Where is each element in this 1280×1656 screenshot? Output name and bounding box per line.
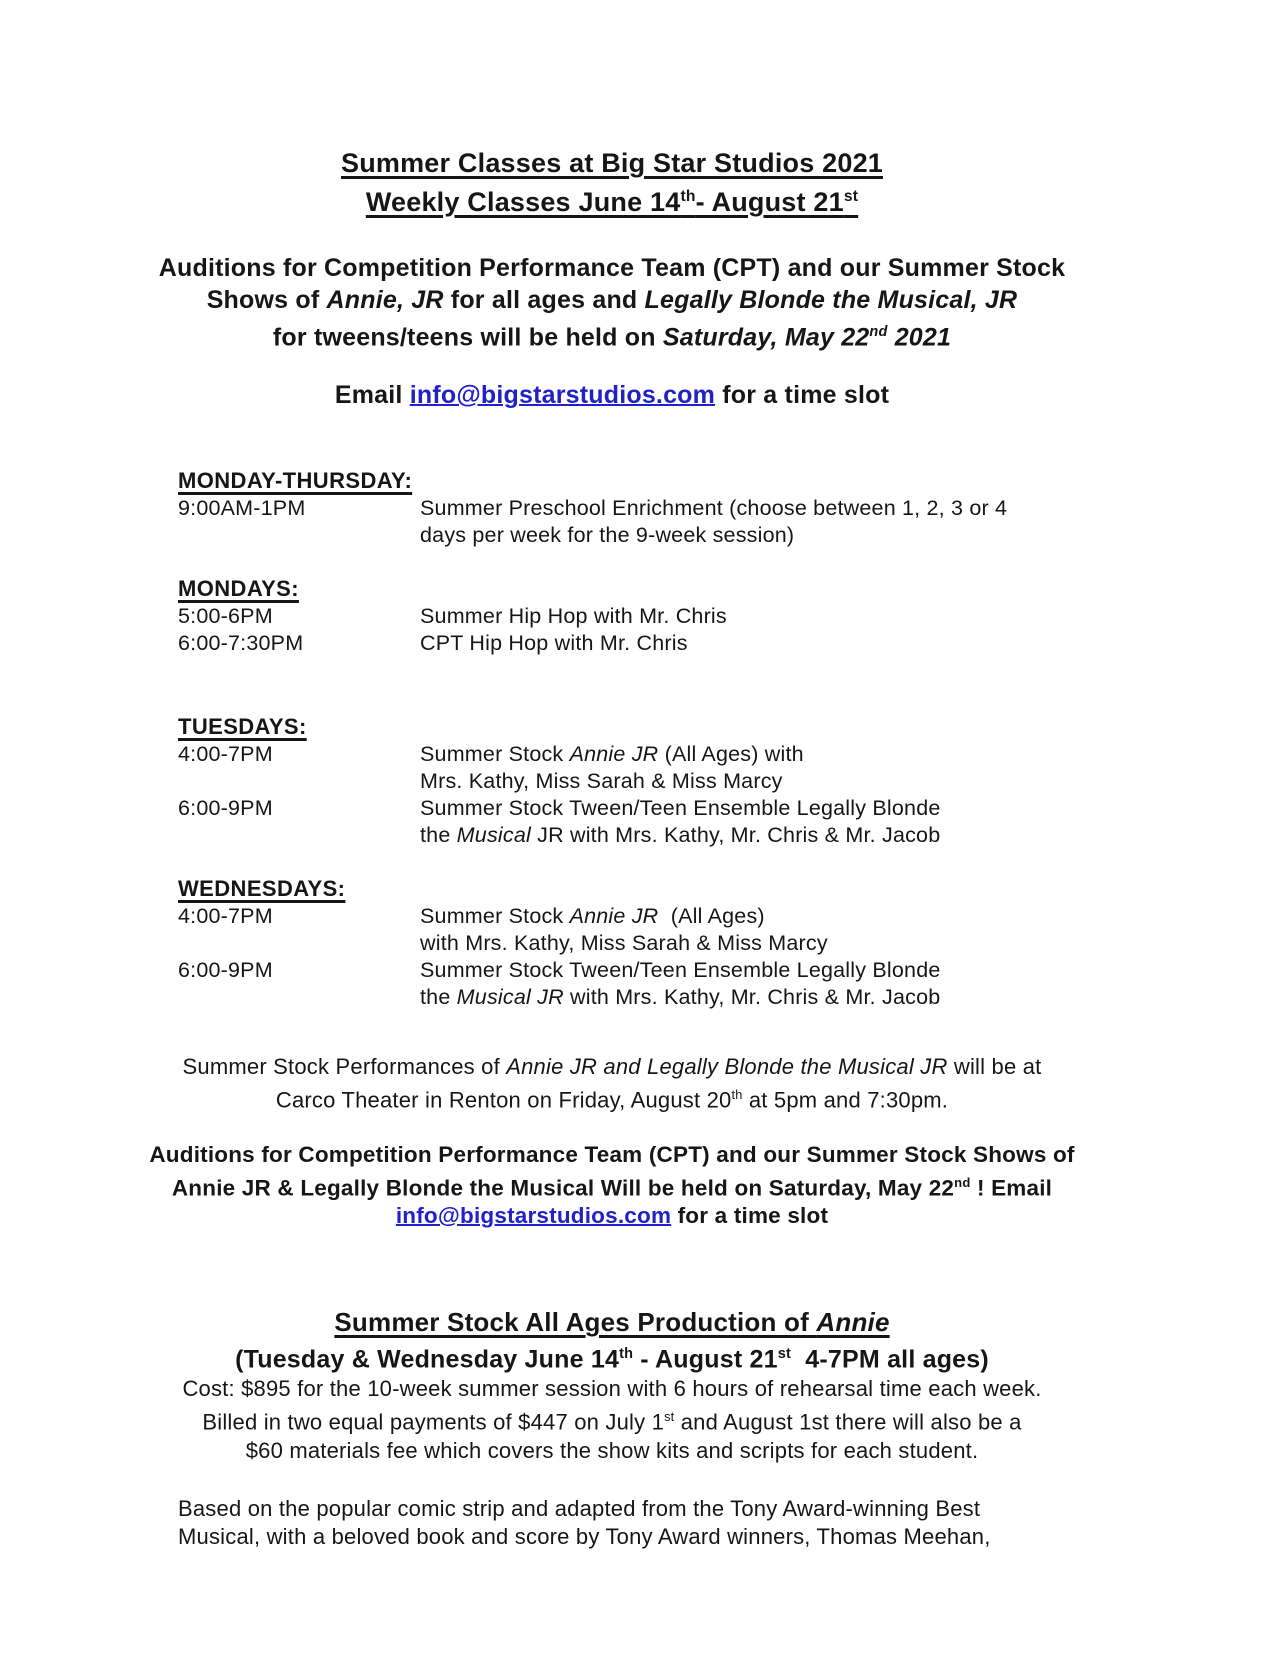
text-segment: Annie JR & Legally Blonde the Musical Will be held on Saturday, May 22 [171, 1175, 955, 1201]
text-segment: Annie JR [569, 904, 659, 929]
text-line [420, 930, 1280, 957]
text-line [142, 252, 1082, 284]
class-description [420, 495, 1280, 549]
text-line [420, 630, 1280, 657]
doc-title [142, 146, 1082, 219]
production-title [142, 1306, 1082, 1339]
text-segment: st [664, 1409, 675, 1425]
text-segment: Annie [816, 1307, 890, 1338]
text-segment: th [731, 1087, 743, 1103]
text-segment: Musical, with a beloved book and score by Tony Award winners, Thomas Meehan, [178, 1523, 991, 1549]
text-line [420, 957, 1280, 984]
text-segment: Auditions for Competition Performance Team (CPT) and our Summer Stock [158, 254, 1066, 282]
text-segment: Carco Theater in Renton on Friday, August 20 [275, 1087, 732, 1113]
text-segment: JR with Mrs. Kathy, Mr. Chris & Mr. Jacob [530, 823, 941, 848]
performances-paragraph [142, 1053, 1082, 1114]
email-line [142, 380, 1082, 411]
text-segment: (Tuesday & Wednesday June 14 [235, 1345, 620, 1374]
schedule-row [178, 903, 1280, 957]
text-segment: st [843, 188, 859, 205]
text-segment: Musical [456, 823, 531, 848]
text-segment: Shows of [206, 286, 327, 314]
text-segment: 4-7PM all ages) [791, 1345, 989, 1374]
class-description [420, 957, 1280, 1011]
text-line [142, 316, 1082, 353]
day-heading: TUESDAYS: [178, 714, 307, 740]
text-line [142, 1375, 1082, 1403]
text-line [420, 522, 1280, 549]
time-cell: 6:00-9PM [178, 958, 273, 983]
text-segment: Weekly Classes June 14 [365, 187, 681, 217]
text-segment: 2021 [887, 323, 952, 352]
text-segment: at 5pm and 7:30pm. [742, 1087, 949, 1113]
text-segment: Summer Classes at Big Star Studios 2021 [340, 148, 883, 178]
class-description [420, 630, 1280, 657]
day-heading: WEDNESDAYS: [178, 876, 346, 902]
text-segment: days per week for the 9-week session) [420, 523, 795, 548]
text-segment: Legally Blonde the Musical, JR [644, 286, 1018, 314]
text-line [142, 284, 1082, 316]
text-segment: and August 1st there will also be a [674, 1409, 1022, 1435]
text-segment: Summer Stock Performances of [182, 1054, 507, 1080]
text-segment: nd [869, 324, 888, 340]
weekly-schedule [178, 467, 1280, 1011]
schedule-row [178, 795, 1280, 849]
text-line [142, 1169, 1082, 1203]
text-segment: for all ages and [443, 286, 645, 314]
text-segment: CPT Hip Hop with Mr. Chris [420, 631, 688, 656]
schedule-row [178, 630, 1280, 657]
email-link[interactable]: info@bigstarstudios.com [409, 381, 716, 410]
cost-paragraph [142, 1375, 1082, 1464]
text-segment: Billed in two equal payments of $447 on July 1 [202, 1409, 665, 1435]
text-segment: ! Email [970, 1175, 1053, 1201]
text-segment: Cost: $895 for the 10-week summer session with 6 hours of rehearsal time each week. [182, 1376, 1042, 1402]
day-section [178, 713, 1280, 849]
text-segment: th [680, 188, 696, 205]
text-line [420, 495, 1280, 522]
text-segment: for a time slot [671, 1203, 829, 1229]
text-segment: with Mrs. Kathy, Miss Sarah & Miss Marcy [420, 931, 828, 956]
day-section [178, 875, 1280, 1011]
text-line [420, 795, 1280, 822]
day-heading: MONDAY-THURSDAY: [178, 468, 413, 494]
text-segment: Summer Stock Tween/Teen Ensemble Legally Blonde [420, 958, 941, 983]
text-line [142, 1081, 1082, 1114]
text-segment: Annie JR and Legally Blonde the Musical JR [506, 1054, 948, 1080]
text-line [420, 903, 1280, 930]
class-description [420, 741, 1280, 795]
text-line [420, 741, 1280, 768]
text-segment: Summer Stock All Ages Production of [334, 1307, 817, 1338]
text-line [142, 1141, 1082, 1169]
text-segment: Email [334, 381, 410, 410]
text-line [178, 1495, 1078, 1523]
text-segment: Saturday, May 22 [662, 323, 870, 352]
text-segment: Annie, JR [326, 286, 444, 314]
text-segment: (All Ages) with [658, 742, 804, 767]
schedule-row [178, 957, 1280, 1011]
text-segment: - August 21 [695, 187, 844, 217]
text-segment: Annie JR [569, 742, 659, 767]
text-line [142, 1437, 1082, 1465]
schedule-row [178, 603, 1280, 630]
auditions-paragraph [142, 1141, 1082, 1231]
description-paragraph [178, 1495, 1078, 1551]
text-segment: the [420, 823, 457, 848]
production-title-line [142, 1306, 1082, 1339]
text-segment: Based on the popular comic strip and adapted from the Tony Award-winning Best [178, 1495, 981, 1521]
text-segment: with Mrs. Kathy, Mr. Chris & Mr. Jacob [563, 985, 941, 1010]
text-segment: - August 21 [633, 1345, 778, 1374]
time-cell: 6:00-7:30PM [178, 631, 304, 656]
text-segment: Auditions for Competition Performance Team (CPT) and our Summer Stock Shows of [149, 1141, 1075, 1167]
text-line [142, 180, 1082, 219]
class-description [420, 795, 1280, 849]
day-heading: MONDAYS: [178, 576, 299, 602]
time-cell: 9:00AM-1PM [178, 496, 306, 521]
text-line [142, 146, 1082, 180]
time-cell: 6:00-9PM [178, 796, 273, 821]
text-segment: Summer Preschool Enrichment (choose between 1, 2, 3 or 4 [420, 496, 1008, 521]
time-cell: 4:00-7PM [178, 742, 273, 767]
text-segment: Musical JR [456, 985, 564, 1010]
day-section [178, 467, 1280, 549]
text-segment: Summer Stock [420, 904, 570, 929]
text-segment: (All Ages) [658, 904, 765, 929]
email-link[interactable]: info@bigstarstudios.com [395, 1203, 672, 1229]
text-segment: Summer Stock Tween/Teen Ensemble Legally Blonde [420, 796, 941, 821]
class-description [420, 903, 1280, 957]
text-segment: the [420, 985, 457, 1010]
time-cell: 4:00-7PM [178, 904, 273, 929]
production-subtitle [142, 1339, 1082, 1375]
intro-paragraph [142, 252, 1082, 353]
class-description [420, 603, 1280, 630]
day-section [178, 575, 1280, 657]
schedule-row [178, 495, 1280, 549]
text-line [420, 768, 1280, 795]
text-line [420, 822, 1280, 849]
text-segment: st [777, 1346, 791, 1363]
text-segment: Summer Hip Hop with Mr. Chris [420, 604, 727, 629]
text-segment: $60 materials fee which covers the show kits and scripts for each student. [245, 1437, 979, 1463]
schedule-row [178, 741, 1280, 795]
text-line [142, 1202, 1082, 1230]
text-segment: will be at [947, 1054, 1042, 1080]
text-segment: for tweens/teens will be held on [272, 323, 663, 352]
text-line [420, 603, 1280, 630]
text-segment: th [619, 1346, 634, 1363]
text-line [142, 1403, 1082, 1436]
text-segment: Summer Stock [420, 742, 570, 767]
time-cell: 5:00-6PM [178, 604, 273, 629]
text-segment: nd [954, 1174, 971, 1190]
text-line [420, 984, 1280, 1011]
text-line [142, 1053, 1082, 1081]
text-segment: Mrs. Kathy, Miss Sarah & Miss Marcy [420, 769, 783, 794]
text-segment: for a time slot [715, 381, 890, 410]
text-line [178, 1523, 1078, 1551]
